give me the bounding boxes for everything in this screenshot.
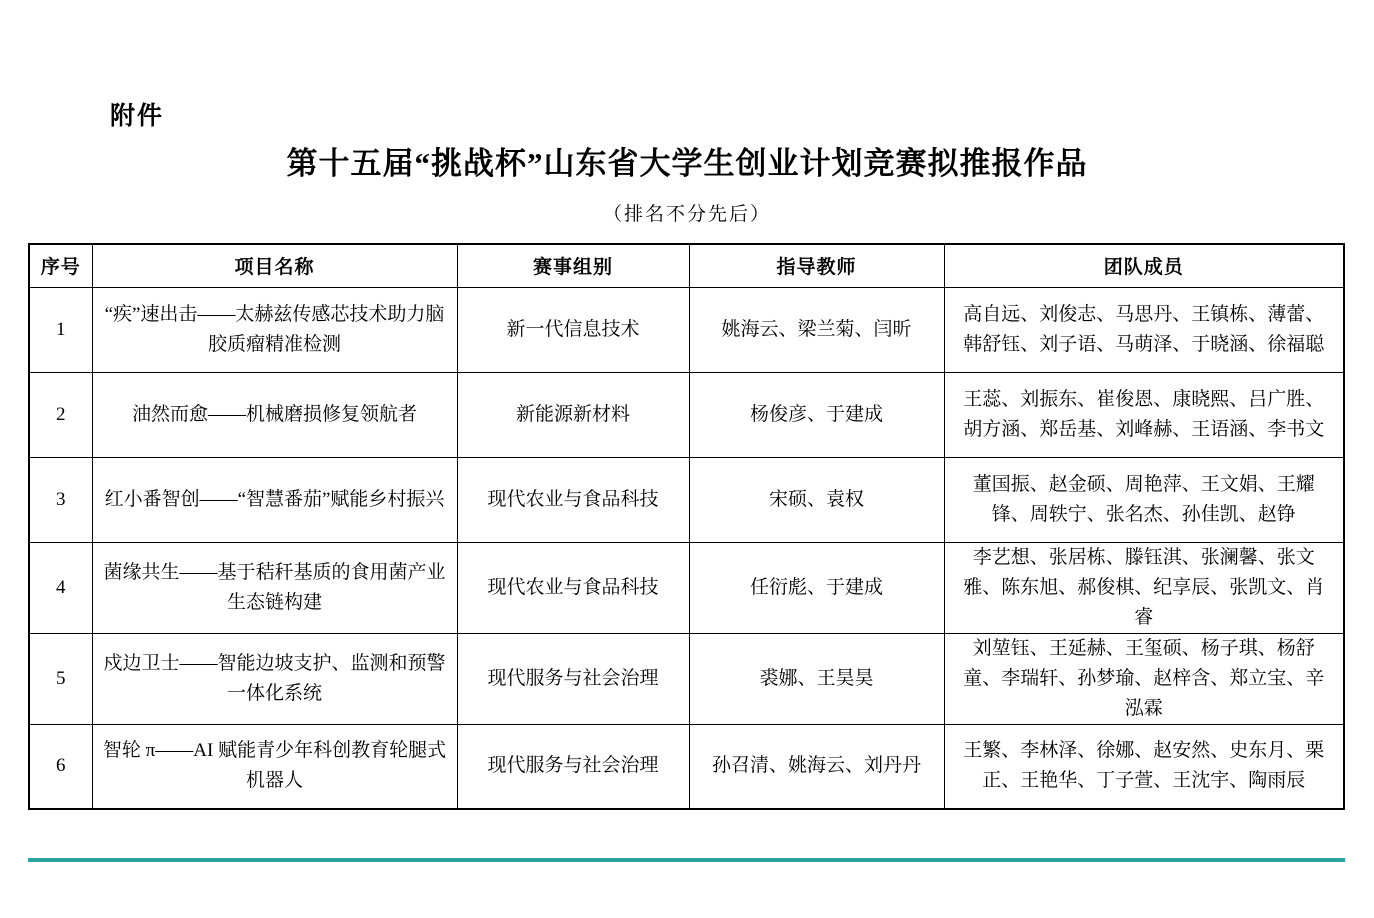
cell-no: 2 [29, 372, 92, 457]
cell-advisors: 孙召清、姚海云、刘丹丹 [689, 724, 944, 809]
col-header-project: 项目名称 [92, 244, 457, 287]
table-header-row [29, 244, 1344, 287]
cell-advisors: 杨俊彦、于建成 [689, 372, 944, 457]
cell-no: 5 [29, 633, 92, 724]
table-row [29, 542, 1344, 633]
cell-no: 4 [29, 542, 92, 633]
table-row [29, 633, 1344, 724]
cell-members: 董国振、赵金硕、周艳萍、王文娟、王耀锋、周轶宁、张名杰、孙佳凯、赵铮 [944, 457, 1344, 542]
cell-members: 高自远、刘俊志、马思丹、王镇栋、薄蕾、韩舒钰、刘子语、马萌泽、于晓涵、徐福聪 [944, 287, 1344, 372]
cell-members: 王繁、李林泽、徐娜、赵安然、史东月、栗正、王艳华、丁子萱、王沈宇、陶雨辰 [944, 724, 1344, 809]
table-row [29, 287, 1344, 372]
col-header-no: 序号 [29, 244, 92, 287]
table-row [29, 372, 1344, 457]
col-header-category: 赛事组别 [457, 244, 689, 287]
cell-project: 菌缘共生——基于秸秆基质的食用菌产业生态链构建 [92, 542, 457, 633]
document-title: 第十五届“挑战杯”山东省大学生创业计划竞赛拟推报作品 [286, 146, 1088, 181]
cell-category: 新一代信息技术 [457, 287, 689, 372]
cell-project: “疾”速出击——太赫兹传感芯技术助力脑胶质瘤精准检测 [92, 287, 457, 372]
cell-project: 油然而愈——机械磨损修复领航者 [92, 372, 457, 457]
projects-table [28, 243, 1345, 810]
cell-no: 1 [29, 287, 92, 372]
cell-category: 现代农业与食品科技 [457, 457, 689, 542]
cell-advisors: 任衍彪、于建成 [689, 542, 944, 633]
document-subtitle: （排名不分先后） [602, 204, 771, 225]
table-row [29, 724, 1344, 809]
cell-category: 现代农业与食品科技 [457, 542, 689, 633]
cell-members: 刘堃钰、王延赫、王玺硕、杨子琪、杨舒童、李瑞轩、孙梦瑜、赵梓含、郑立宝、辛泓霖 [944, 633, 1344, 724]
page-break-divider [28, 858, 1345, 862]
cell-category: 新能源新材料 [457, 372, 689, 457]
cell-members: 王蕊、刘振东、崔俊恩、康晓熙、吕广胜、胡方涵、郑岳基、刘峰赫、王语涵、李书文 [944, 372, 1344, 457]
cell-no: 3 [29, 457, 92, 542]
cell-category: 现代服务与社会治理 [457, 724, 689, 809]
cell-advisors: 裘娜、王昊昊 [689, 633, 944, 724]
cell-no: 6 [29, 724, 92, 809]
cell-project: 戍边卫士——智能边坡支护、监测和预警一体化系统 [92, 633, 457, 724]
cell-advisors: 宋硕、袁权 [689, 457, 944, 542]
col-header-advisors: 指导教师 [689, 244, 944, 287]
cell-members: 李艺想、张居栋、滕钰淇、张澜馨、张文雅、陈东旭、郝俊棋、纪享辰、张凯文、肖睿 [944, 542, 1344, 633]
cell-project: 智轮 π——AI 赋能青少年科创教育轮腿式机器人 [92, 724, 457, 809]
cell-advisors: 姚海云、梁兰菊、闫昕 [689, 287, 944, 372]
attachment-label: 附件 [110, 102, 165, 130]
cell-project: 红小番智创——“智慧番茄”赋能乡村振兴 [92, 457, 457, 542]
table-row [29, 457, 1344, 542]
cell-category: 现代服务与社会治理 [457, 633, 689, 724]
col-header-members: 团队成员 [944, 244, 1344, 287]
